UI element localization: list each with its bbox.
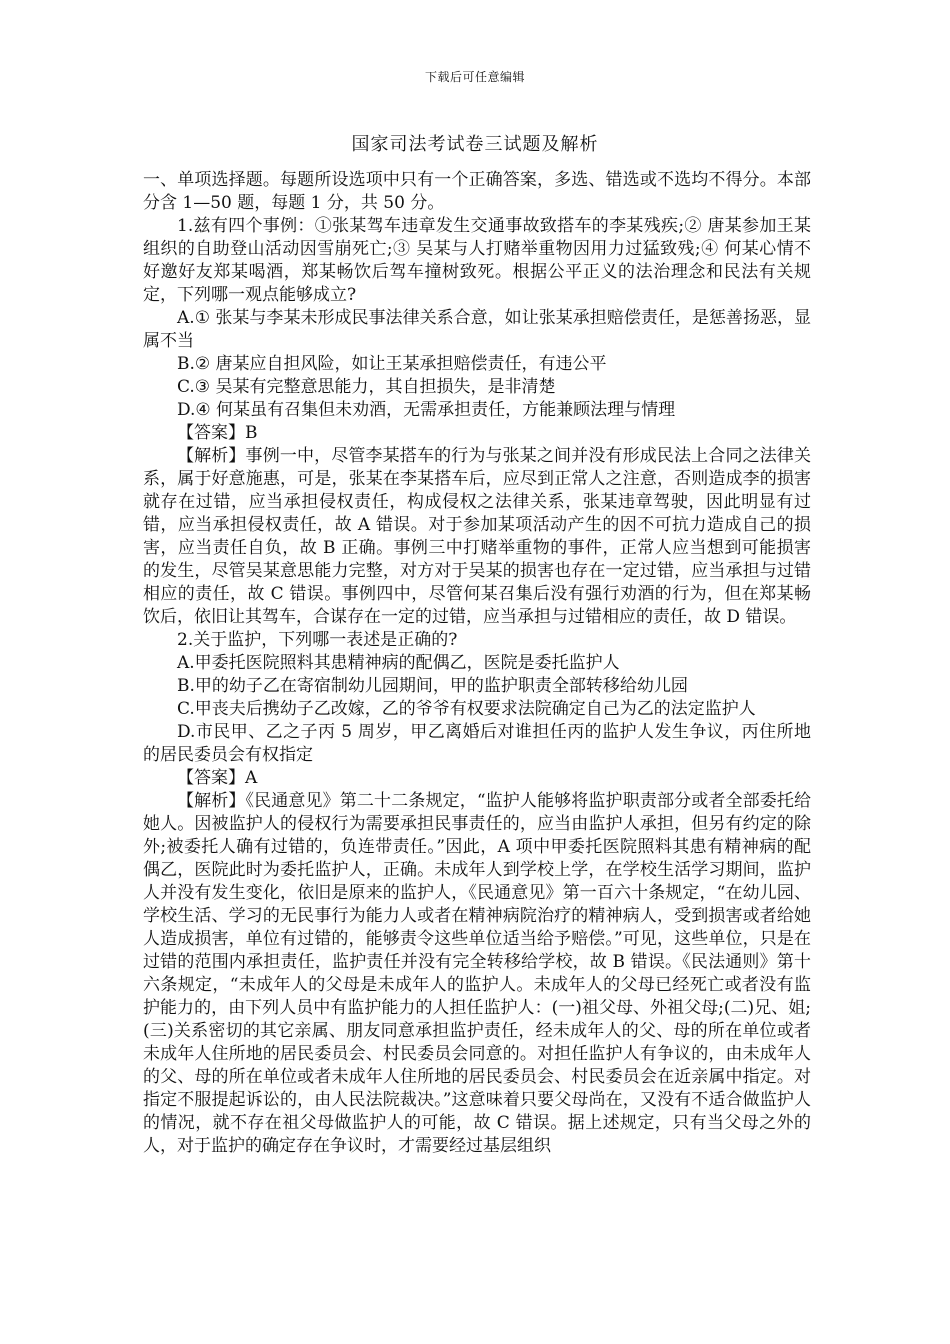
page-title: 国家司法考试卷三试题及解析	[351, 134, 599, 155]
question-1-option-c: C.③ 吴某有完整意思能力，其自担损失，是非清楚	[177, 377, 556, 397]
question-1-option-a: A.① 张某与李某未形成民事法律关系合意，如让张某承担赔偿责任，是惩善扬恶，显属不当	[143, 308, 811, 351]
question-2-option-d: D.市民甲、乙之子丙 5 周岁，甲乙离婚后对谁担任丙的监护人发生争议，丙住所地的居民委员会有权指定	[143, 722, 811, 765]
question-2-answer: 【答案】A	[177, 768, 258, 788]
question-1-stem: 1.兹有四个事例：①张某驾车违章发生交通事故致搭车的李某残疾;② 唐某参加王某组织的自助登山活动因雪崩死亡;③ 吴某与人打赌举重物因用力过猛致残;④ 何某心情不好邀好友郑某喝酒，郑某畅饮后驾车撞树致死。根据公平正义的法治理念和民法有关规定，下列哪一观点能够成立?	[143, 216, 811, 305]
question-1-analysis: 【解析】事例一中，尽管李某搭车的行为与张某之间并没有形成民法上合同之法律关系，属于好意施惠，可是，张某在李某搭车后，应尽到正常人之注意，否则造成李的损害就存在过错，应当承担侵权责任，构成侵权之法律关系，张某违章驾驶，因此明显有过错，应当承担侵权责任，故 A 错误。对于参加某项活动产生的因不可抗力造成自己的损害，应当责任自负，故 B 正确。事例三中打赌举重物的事件，正常人应当想到可能损害的发生，尽管吴某意思能力完整，对方对于吴某的损害也存在一定过错，应当承担与过错相应的责任，故 C 错误。事例四中，尽管何某召集后没有强行劝酒的行为，但在郑某畅饮后，依旧让其驾车，合谋存在一定的过错，应当承担与过错相应的责任，故 D 错误。	[143, 446, 811, 627]
question-2-option-a: A.甲委托医院照料其患精神病的配偶乙，医院是委托监护人	[177, 653, 620, 673]
question-2-option-c: C.甲丧夫后携幼子乙改嫁，乙的爷爷有权要求法院确定自己为乙的法定监护人	[177, 699, 756, 719]
section-intro: 一、单项选择题。每题所设选项中只有一个正确答案，多选、错选或不选均不得分。本部分含 1—50 题，每题 1 分，共 50 分。	[143, 170, 811, 213]
document-body	[143, 169, 811, 1158]
question-1-option-b: B.② 唐某应自担风险，如让王某承担赔偿责任，有违公平	[177, 354, 607, 374]
question-1-option-d: D.④ 何某虽有召集但未劝酒，无需承担责任，方能兼顾法理与情理	[177, 400, 676, 420]
question-2-analysis: 【解析】《民通意见》第二十二条规定，“监护人能够将监护职责部分或者全部委托给她人。因被监护人的侵权行为需要承担民事责任的，应当由监护人承担，但另有约定的除外;被委托人确有过错的，负连带责任。”因此，A 项中甲委托医院照料其患有精神病的配偶乙，医院此时为委托监护人，正确。未成年人到学校上学，在学校生活学习期间，监护人并没有发生变化，依旧是原来的监护人，《民通意见》第一百六十条规定，“在幼儿园、学校生活、学习的无民事行为能力人或者在精神病院治疗的精神病人，受到损害或者给她人造成损害，单位有过错的，能够责令这些单位适当给予赔偿。”可见，这些单位，只是在过错的范围内承担责任，监护责任并没有完全转移给学校，故 B 错误。《民法通则》第十六条规定，“未成年人的父母是未成年人的监护人。未成年人的父母已经死亡或者没有监护能力的，由下列人员中有监护能力的人担任监护人：(一)祖父母、外祖父母;(二)兄、姐;(三)关系密切的其它亲属、朋友同意承担监护责任，经未成年人的父、母的所在单位或者未成年人住所地的居民委员会、村民委员会同意的。对担任监护人有争议的，由未成年人的父、母的所在单位或者未成年人住所地的居民委员会、村民委员会在近亲属中指定。对指定不服提起诉讼的，由人民法院裁决。”这意味着只要父母尚在，又没有不适合做监护人的情况，就不存在祖父母做监护人的可能，故 C 错误。据上述规定，只有当父母之外的人，对于监护的确定存在争议时，才需要经过基层组织	[143, 791, 811, 1156]
question-2-option-b: B.甲的幼子乙在寄宿制幼儿园期间，甲的监护职责全部转移给幼儿园	[177, 676, 688, 696]
header-note: 下载后可任意编辑	[424, 70, 525, 84]
question-1-answer: 【答案】B	[177, 423, 258, 443]
question-2-stem: 2.关于监护，下列哪一表述是正确的?	[177, 630, 458, 650]
